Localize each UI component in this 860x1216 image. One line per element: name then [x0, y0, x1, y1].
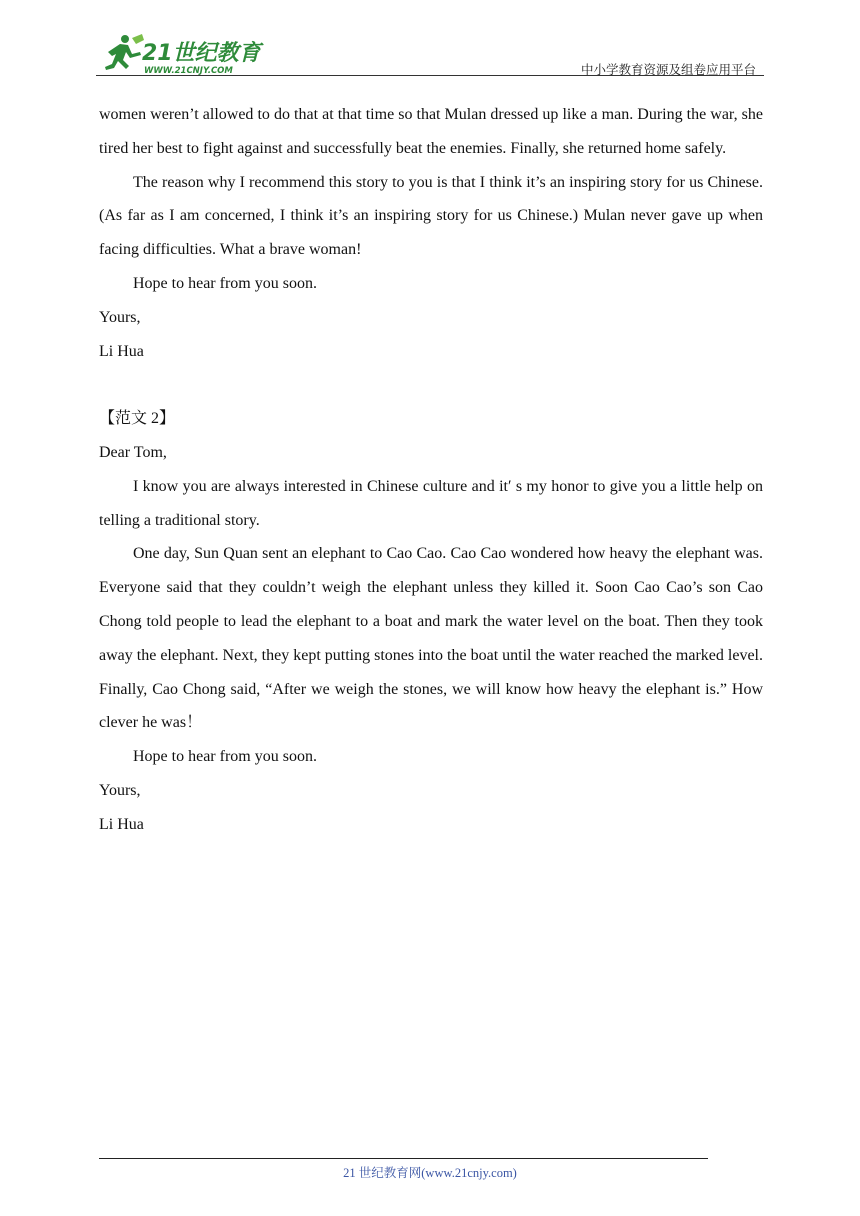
footer-divider	[99, 1158, 708, 1159]
signature: Li Hua	[99, 815, 144, 833]
closing: Yours,	[99, 308, 141, 326]
header-divider	[96, 75, 764, 76]
paragraph: One day, Sun Quan sent an elephant to Cao Cao. Cao Cao wondered how heavy the elephant was. Everyone said that they couldn’t weigh the elephant unless they killed it. Soon Cao Cao’s son Cao Chong told people to lead the elephant to a boat and mark the water level on the boat. Then they took away the elephant. Next, they kept putting stones into the boat until the water reached the marked level. Finally, Cao Chong said, “After we weigh the stones, we will know how heavy the elephant is.” How clever he was！	[99, 545, 763, 732]
logo-brand: 21世纪教育	[142, 41, 261, 66]
paragraph: Hope to hear from you soon.	[133, 748, 317, 766]
page-header	[96, 30, 764, 78]
logo-url: WWW.21CNJY.COM	[144, 66, 233, 76]
paragraph: The reason why I recommend this story to you is that I think it’s an inspiring story for us Chinese. (As far as I am concerned, I think it’s an inspiring story for us Chinese.) Mulan never gave up when facing difficulties. What a brave woman!	[99, 173, 763, 259]
logo	[96, 30, 266, 78]
signature: Li Hua	[99, 342, 144, 360]
greeting: Dear Tom,	[99, 443, 167, 461]
spacer	[99, 368, 763, 402]
header-tagline: 中小学教育资源及组卷应用平台	[580, 62, 756, 77]
document-body	[99, 98, 763, 842]
runner-icon	[105, 34, 144, 70]
closing: Yours,	[99, 781, 141, 799]
section-label: 【范文 2】	[99, 410, 176, 428]
paragraph: I know you are always interested in Chinese culture and it′ s my honor to give you a little help on telling a traditional story.	[99, 477, 763, 529]
footer-link[interactable]: 21 世纪教育网(www.21cnjy.com)	[343, 1166, 517, 1180]
paragraph: women weren’t allowed to do that at that time so that Mulan dressed up like a man. During the war, she tired her best to fight against and successfully beat the enemies. Finally, she returned home safely.	[99, 106, 763, 157]
paragraph: Hope to hear from you soon.	[133, 274, 317, 292]
